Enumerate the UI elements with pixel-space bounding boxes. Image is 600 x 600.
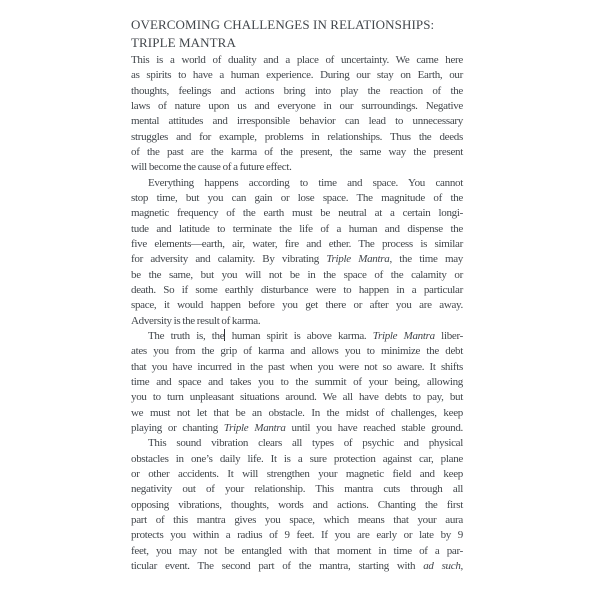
text-run: laws of nature upon us and everyone in our surroundings. Negative (131, 99, 463, 112)
text-line (131, 436, 463, 451)
text-run: or other accidents. It will strengthen your magnetic field and keep (131, 467, 463, 480)
text-line (131, 498, 463, 513)
text-line (131, 191, 463, 206)
text-run: playing or chanting (131, 421, 224, 434)
text-run: This is a world of duality and a place of uncertainty. We came here (131, 54, 463, 66)
text-run: you to turn unpleasant situations around. We all have debts to pay, but (131, 391, 463, 404)
text-run: death. So if some earthly disturbance were to happen in a particular (131, 283, 463, 296)
text-line (131, 268, 463, 283)
text-line (131, 222, 463, 237)
text-line (131, 206, 463, 221)
italic-text-run: Triple Mantra (372, 329, 435, 342)
text-line (131, 298, 463, 313)
text-run: will become the cause of a future effect. (131, 161, 292, 174)
text-line (131, 467, 463, 482)
text-line (131, 252, 463, 267)
text-line (131, 160, 463, 175)
text-line (131, 130, 463, 145)
text-run: until you have reached stable ground. (285, 421, 464, 434)
text-run: magnetic frequency of the earth must be neutral at a certain longi- (131, 207, 463, 220)
text-line (131, 390, 463, 405)
text-run: opposing vibrations, thoughts, words and actions. Chanting the first (131, 498, 463, 511)
text-run: struggles and for example, problems in relationships. Thus the deeds (131, 130, 463, 143)
text-line (131, 513, 463, 528)
italic-text-run: ad such, (423, 559, 463, 572)
text-line (131, 452, 463, 467)
text-run: feet, you may not be entangled with that moment in time of a par- (131, 544, 463, 557)
text-line (131, 314, 463, 329)
text-run: Adversity is the result of karma. (131, 314, 261, 327)
text-line (131, 53, 463, 68)
text-run: thoughts, feelings and actions bring into play the reaction of the (131, 84, 463, 97)
text-line (131, 283, 463, 298)
text-line (131, 145, 463, 160)
text-run: , the time may (389, 253, 463, 266)
text-line (131, 99, 463, 114)
text-line (131, 360, 463, 375)
text-line (131, 84, 463, 99)
text-line (131, 406, 463, 421)
text-run: space, it would happen before you get there or after you are away. (131, 299, 463, 312)
text-run: liber- (434, 329, 463, 342)
text-run: we must not let that be an obstacle. In the midst of challenges, keep (131, 406, 463, 419)
document-title-line-1: OVERCOMING CHALLENGES IN RELATIONSHIPS: (131, 17, 435, 32)
text-run: ates you from the grip of karma and allows you to minimize the debt (131, 345, 463, 358)
text-line (131, 482, 463, 497)
page-text (131, 16, 463, 574)
text-line (131, 329, 463, 344)
text-run: five elements—earth, air, water, fire and ether. The process is similar (131, 237, 463, 250)
text-run: of the past are the karma of the present, the same way the present (131, 145, 463, 158)
text-line (131, 559, 463, 574)
text-run: as spirits to have a human experience. During our stay on Earth, our (131, 69, 463, 82)
text-line (131, 375, 463, 390)
text-run: negativity out of your relationship. This mantra cuts through all (131, 483, 463, 496)
text-run: part of this mantra gives you space, which means that your aura (131, 513, 463, 526)
text-run: ticular event. The second part of the mantra, starting with (131, 559, 424, 572)
text-run: be the same, but you will not be in the space of the calamity or (131, 268, 463, 281)
text-line (131, 114, 463, 129)
text-run: The truth is, the (148, 329, 225, 342)
text-run: obstacles in one’s daily life. It is a sure protection against car, plane (131, 452, 463, 465)
text-run: This sound vibration clears all types of psychic and physical (148, 437, 463, 450)
italic-text-run: Triple Mantra (223, 421, 286, 434)
text-run: time and space and takes you to the summit of your being, allowing (131, 375, 463, 388)
text-run: mental attitudes and irresponsible behavior can lead to unnecessary (131, 115, 463, 128)
text-line (131, 237, 463, 252)
text-run: stop time, but you can gain or lose space. The magnitude of the (131, 191, 463, 204)
text-line (131, 344, 463, 359)
text-line (131, 528, 463, 543)
text-run: tude and latitude to terminate the life of a human and dispense the (131, 222, 463, 235)
text-run: for adversity and calamity. By vibrating (131, 253, 327, 266)
text-line (131, 421, 463, 436)
text-block (131, 53, 463, 574)
document-title-line-2: TRIPLE MANTRA (131, 35, 236, 50)
text-line (131, 544, 463, 559)
text-run: that you have incurred in the past when you were not so aware. It shifts (131, 360, 463, 373)
italic-text-run: Triple Mantra (326, 253, 390, 266)
text-run: human spirit is above karma. (225, 329, 373, 342)
text-run: protects you within a radius of 9 feet. If you are early or late by 9 (131, 529, 463, 542)
text-line (131, 68, 463, 83)
text-line (131, 176, 463, 191)
text-run: Everything happens according to time and space. You cannot (148, 176, 463, 189)
document-title (131, 16, 463, 52)
